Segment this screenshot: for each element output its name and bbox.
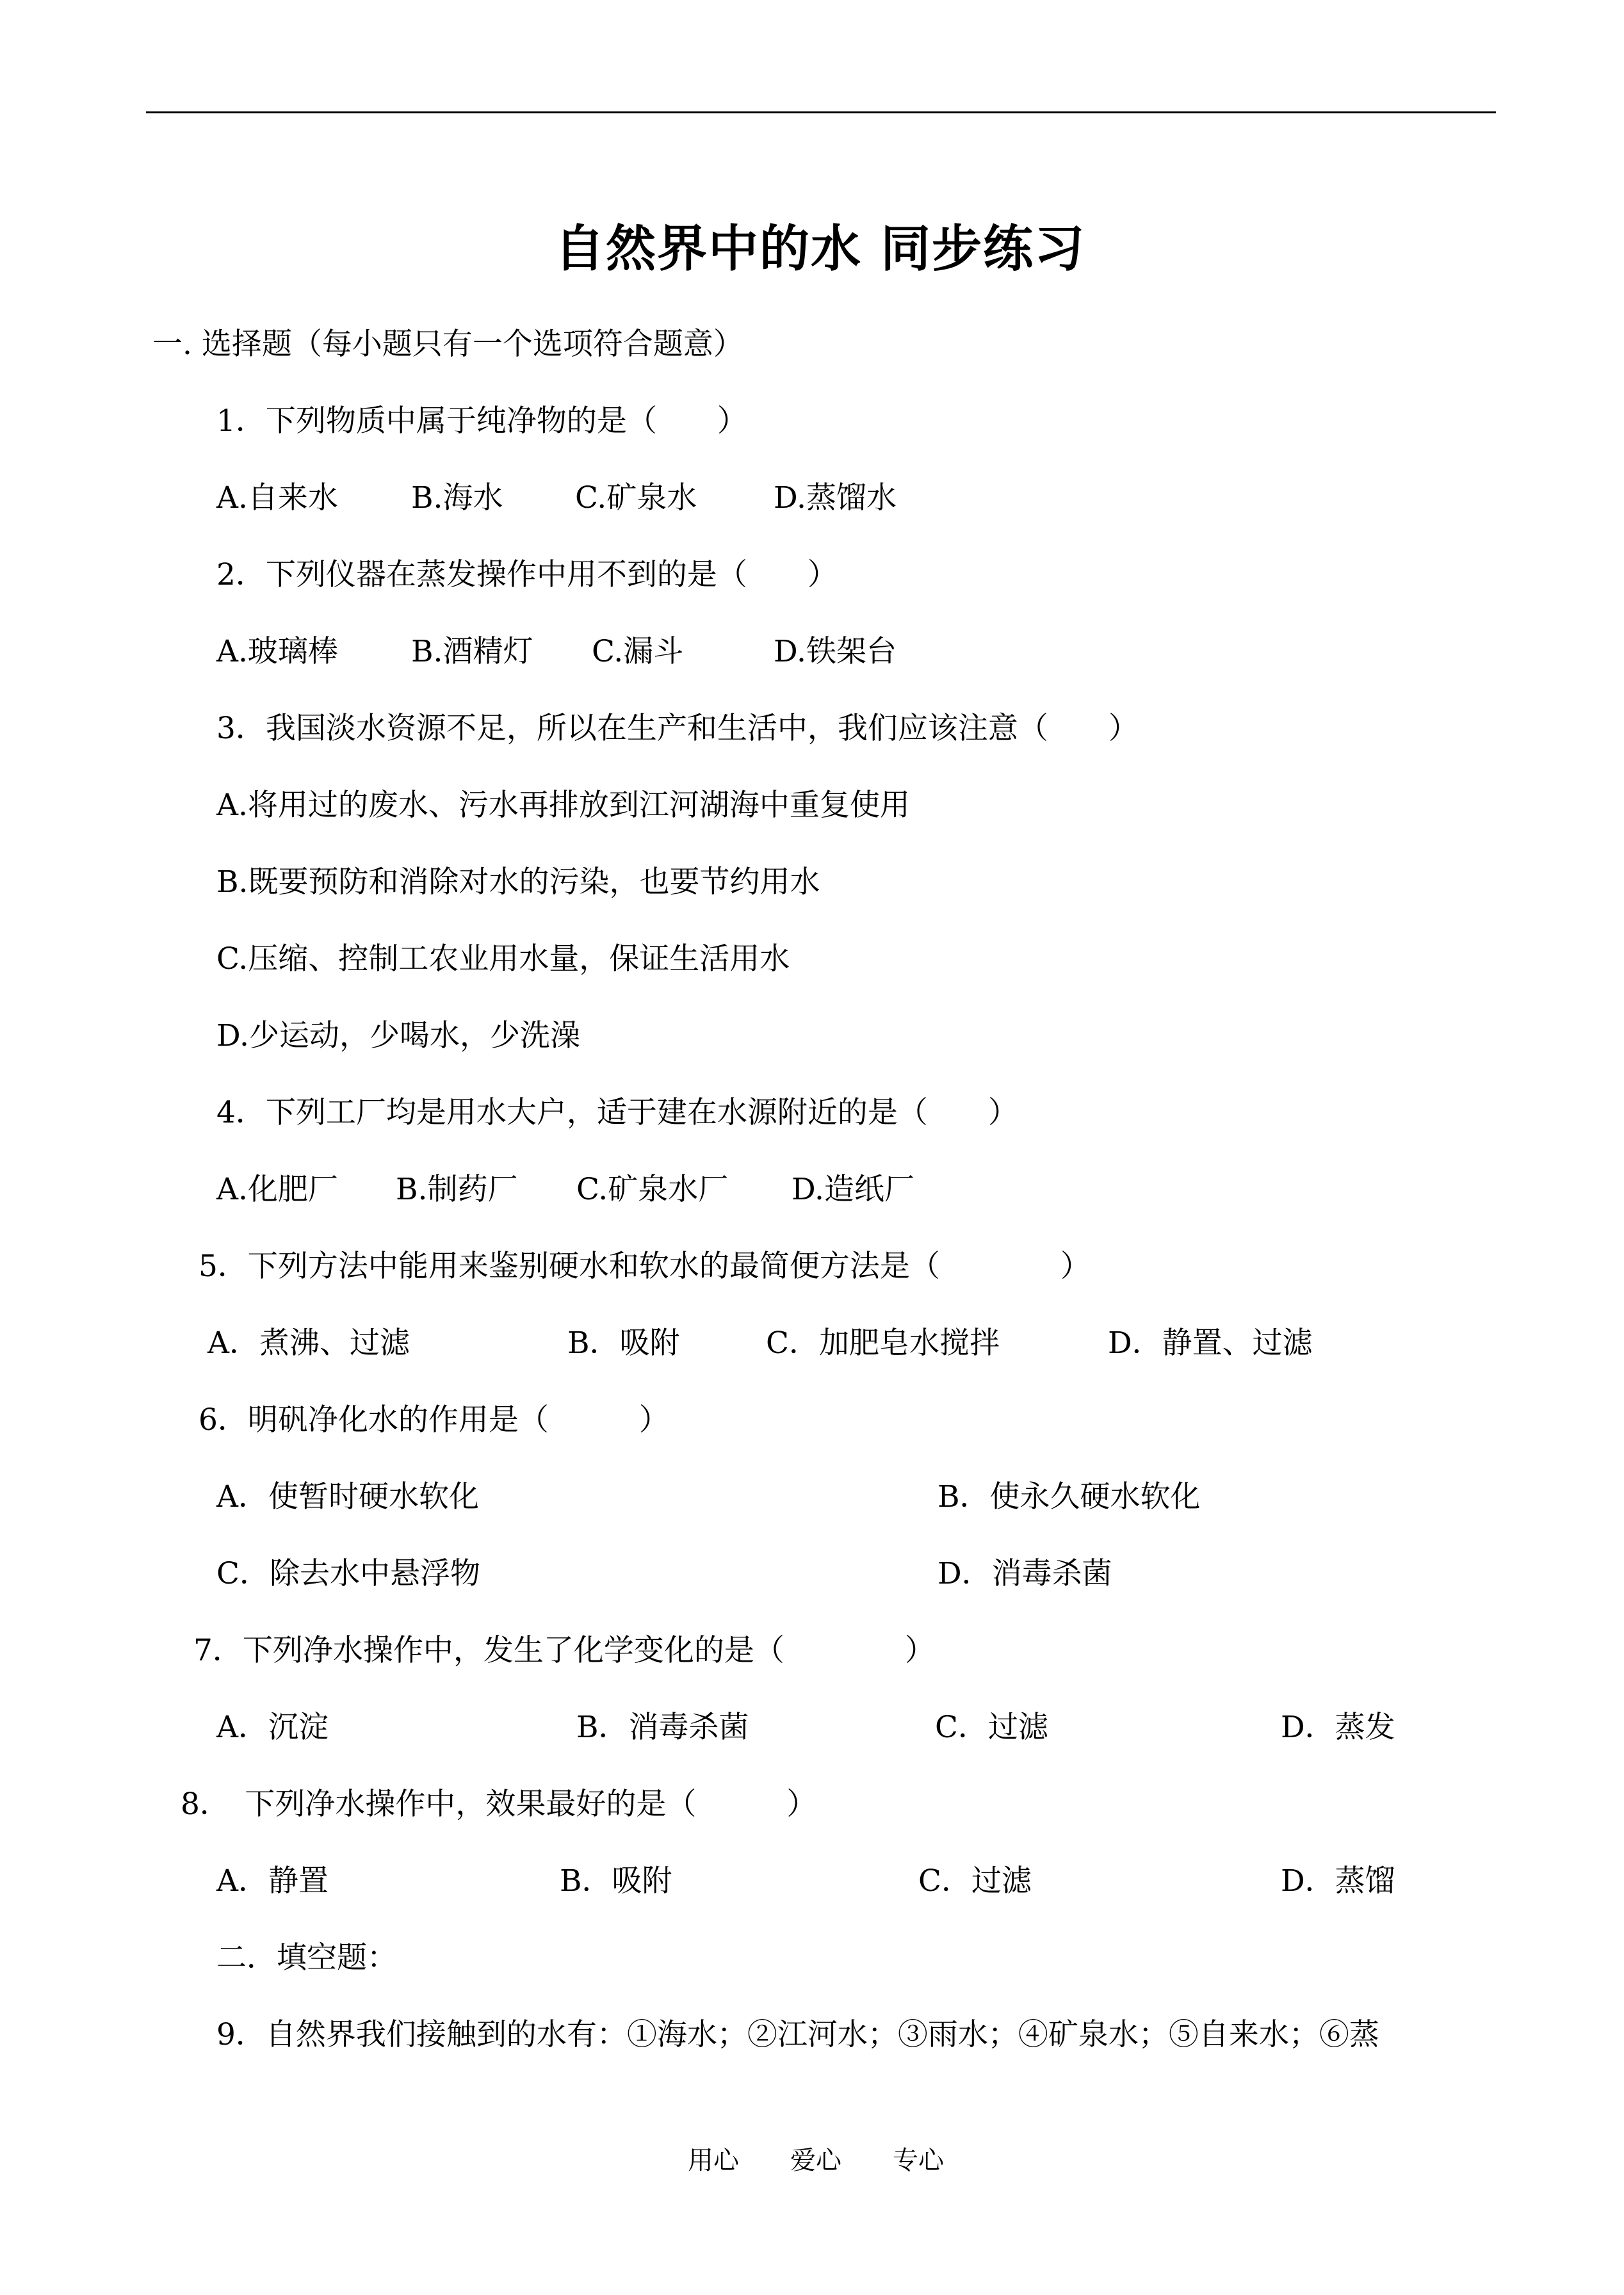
option-b: B．吸附 bbox=[567, 1326, 680, 1361]
question-stem: 9．自然界我们接触到的水有：①海水；②江河水；③雨水；④矿泉水；⑤自来水；⑥蒸 bbox=[216, 2017, 1379, 2052]
question-stem: 7．下列净水操作中，发生了化学变化的是（ ） bbox=[193, 1633, 935, 1668]
page-footer: 用心 爱心 专心 bbox=[688, 2146, 944, 2175]
option-c: C．过滤 bbox=[918, 1863, 1032, 1899]
option-b: B．使永久硬水软化 bbox=[938, 1479, 1201, 1514]
option-c: C.漏斗 bbox=[592, 634, 684, 669]
option-c: C．过滤 bbox=[935, 1710, 1048, 1745]
option-a: A．沉淀 bbox=[216, 1710, 329, 1745]
option-a: A．煮沸、过滤 bbox=[207, 1326, 410, 1361]
option-c: C.压缩、控制工农业用水量，保证生活用水 bbox=[216, 941, 790, 977]
option-a: A.化肥厂 bbox=[216, 1172, 338, 1207]
question-stem: 2．下列仪器在蒸发操作中用不到的是（ ） bbox=[216, 557, 838, 592]
option-c: C．除去水中悬浮物 bbox=[216, 1556, 480, 1591]
option-b: B.既要预防和消除对水的污染，也要节约用水 bbox=[216, 864, 820, 900]
section-heading-choice: 一. 选择题（每小题只有一个选项符合题意） bbox=[152, 327, 743, 362]
option-d: D．静置、过滤 bbox=[1108, 1326, 1313, 1361]
option-c: C．加肥皂水搅拌 bbox=[766, 1326, 1000, 1361]
option-d: D.铁架台 bbox=[774, 634, 897, 669]
option-b: B.酒精灯 bbox=[411, 634, 533, 669]
option-a: A．使暂时硬水软化 bbox=[216, 1479, 479, 1514]
option-d: D.蒸馏水 bbox=[774, 480, 897, 515]
option-a: A.将用过的废水、污水再排放到江河湖海中重复使用 bbox=[216, 788, 910, 823]
option-d: D．蒸馏 bbox=[1281, 1863, 1395, 1899]
option-a: A.自来水 bbox=[216, 480, 338, 515]
page-title: 自然界中的水 同步练习 bbox=[555, 220, 1086, 278]
option-b: B．吸附 bbox=[560, 1863, 672, 1899]
option-a: A．静置 bbox=[216, 1863, 329, 1899]
header-rule bbox=[146, 111, 1496, 113]
question-stem: 5．下列方法中能用来鉴别硬水和软水的最简便方法是（ ） bbox=[199, 1249, 1091, 1284]
question-stem: 8． 下列净水操作中，效果最好的是（ ） bbox=[181, 1787, 817, 1822]
question-stem: 4．下列工厂均是用水大户，适于建在水源附近的是（ ） bbox=[216, 1095, 1018, 1130]
option-b: B.海水 bbox=[411, 480, 503, 515]
option-a: A.玻璃棒 bbox=[216, 634, 338, 669]
option-c: C.矿泉水 bbox=[575, 480, 697, 515]
option-d: D.少运动，少喝水，少洗澡 bbox=[216, 1018, 580, 1053]
option-c: C.矿泉水厂 bbox=[576, 1172, 729, 1207]
option-b: B．消毒杀菌 bbox=[576, 1710, 749, 1745]
option-d: D．消毒杀菌 bbox=[938, 1556, 1112, 1591]
section-heading-fill: 二．填空题： bbox=[216, 1940, 397, 1975]
question-stem: 1．下列物质中属于纯净物的是（ ） bbox=[216, 403, 747, 439]
option-d: D．蒸发 bbox=[1281, 1710, 1395, 1745]
option-d: D.造纸厂 bbox=[792, 1172, 914, 1207]
option-b: B.制药厂 bbox=[396, 1172, 518, 1207]
question-stem: 3．我国淡水资源不足，所以在生产和生活中，我们应该注意（ ） bbox=[216, 711, 1139, 746]
question-stem: 6．明矾净化水的作用是（ ） bbox=[199, 1402, 669, 1438]
